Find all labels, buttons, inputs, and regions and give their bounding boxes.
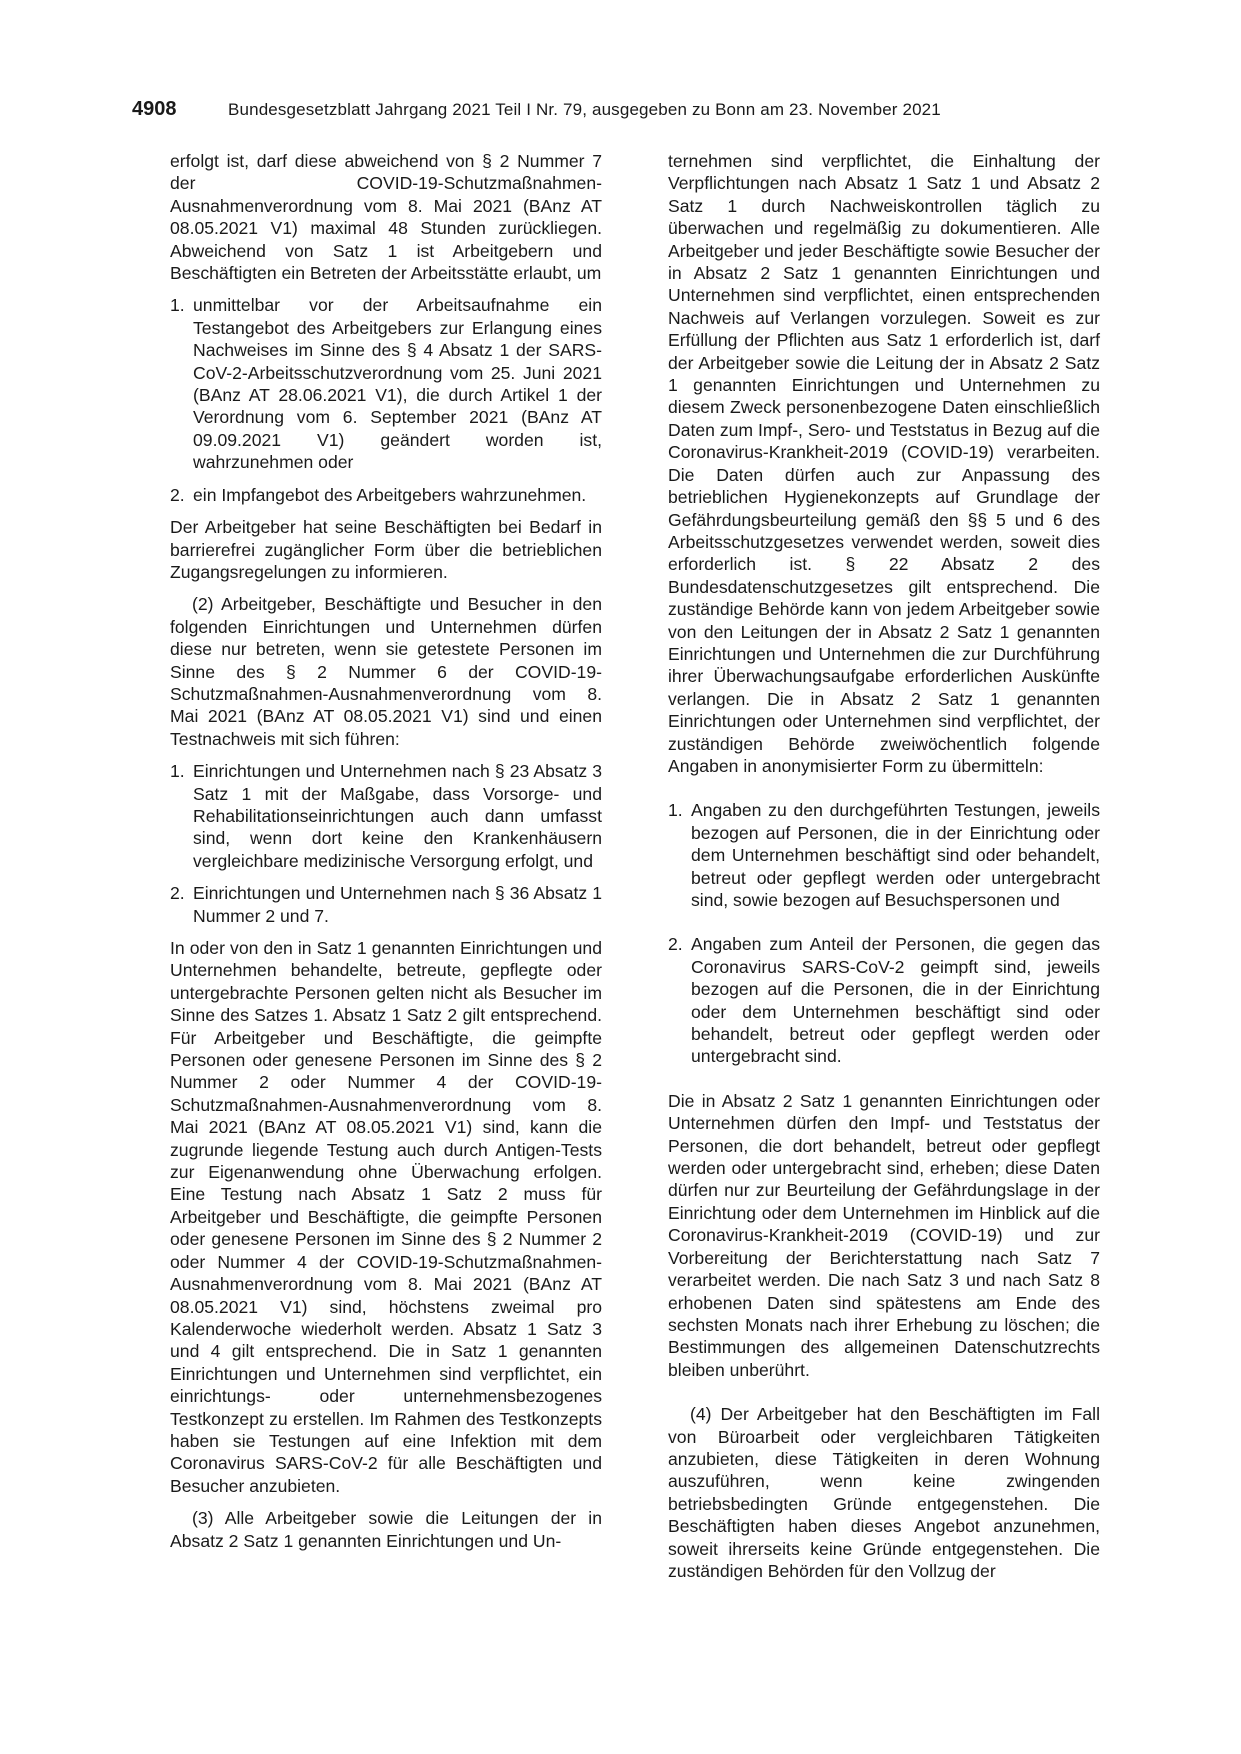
list-number: 1.	[668, 800, 683, 821]
list-number: 2.	[170, 883, 185, 904]
page-number: 4908	[132, 98, 177, 120]
list-text: unmittelbar vor der Arbeitsaufnahme ein Testangebot des Arbeitgebers zur Erlangung eines Nachweises im Sinne des § 4 Absatz 1 der SARS-CoV-2-Arbeitsschutzverordnung vom 25. Juni 2021 (BAnz AT 28.06.2021 V1), die durch Artikel 1 der Verordnung vom 6. September 2021 (BAnz AT 09.09.2021 V1) geändert worden ist, wahrzunehmen oder	[193, 295, 602, 473]
list-text: Angaben zum Anteil der Personen, die gegen das Coronavirus SARS-CoV-2 geimpft sind, jeweils bezogen auf die Personen, die in der Einrichtung oder dem Unternehmen beschäftigt sind oder behandelt, betreut oder gepflegt werden oder untergebracht sind.	[691, 934, 1100, 1067]
list-number: 2.	[170, 484, 185, 505]
list-item	[668, 933, 1100, 1067]
paragraph: In oder von den in Satz 1 genannten Einrichtungen und Unternehmen behandelte, betreute, gepflegte oder untergebrachte Personen gelten nicht als Besucher im Sinne des Satzes 1. Absatz 1 Satz 2 gilt entsprechend. Für Arbeitgeber und Beschäftigte, die geimpfte Personen oder genesene Personen im Sinne des § 2 Nummer 2 oder Nummer 4 der COVID-19-Schutzmaßnahmen-Ausnahmenverordnung vom 8. Mai 2021 (BAnz AT 08.05.2021 V1) sind, kann die zugrunde liegende Testung auch durch Antigen-Tests zur Eigenanwendung ohne Überwachung erfolgen. Eine Testung nach Absatz 1 Satz 2 muss für Arbeitgeber und Beschäftigte, die geimpfte Personen oder genesene Personen im Sinne des § 2 Nummer 2 oder Nummer 4 der COVID-19-Schutzmaßnahmen-Ausnahmenverordnung vom 8. Mai 2021 (BAnz AT 08.05.2021 V1) sind, höchstens zweimal pro Kalenderwoche wiederholt werden. Absatz 1 Satz 3 und 4 gilt entsprechend. Die in Satz 1 genannten Einrichtungen und Unternehmen sind verpflichtet, ein einrichtungs- oder unternehmensbezogenes Testkonzept zu erstellen. Im Rahmen des Testkonzepts haben sie Testungen auf eine Infektion mit dem Coronavirus SARS-CoV-2 für alle Beschäftigten und Besucher anzubieten.	[170, 938, 602, 1496]
paragraph: (2) Arbeitgeber, Beschäftigte und Besucher in den folgenden Einrichtungen und Unternehmen dürfen diese nur betreten, wenn sie getestete Personen im Sinne des § 2 Nummer 6 der COVID-19-Schutzmaßnahmen-Ausnahmenverordnung vom 8. Mai 2021 (BAnz AT 08.05.2021 V1) sind und einen Testnachweis mit sich führen:	[170, 594, 602, 749]
paragraph: (4) Der Arbeitgeber hat den Beschäftigten im Fall von Büroarbeit oder vergleichbaren Tätigkeiten anzubieten, diese Tätigkeiten in deren Wohnung auszuführen, wenn keine zwingenden betriebsbedingten Gründe entgegenstehen. Die Beschäftigten haben dieses Angebot anzunehmen, soweit ihrerseits keine Gründe entgegenstehen. Die zuständigen Behörden für den Vollzug der	[668, 1404, 1100, 1581]
list-number: 1.	[170, 761, 185, 782]
left-column	[170, 150, 602, 1562]
list-text: ein Impfangebot des Arbeitgebers wahrzunehmen.	[193, 484, 587, 505]
list-text: Angaben zu den durchgeführten Testungen, jeweils bezogen auf Personen, die in der Einrichtung oder dem Unternehmen beschäftigt sind oder behandelt, betreut oder gepflegt werden oder untergebracht sind, sowie bezogen auf Besuchspersonen und	[691, 800, 1100, 910]
paragraph: Die in Absatz 2 Satz 1 genannten Einrichtungen oder Unternehmen dürfen den Impf- und Teststatus der Personen, die dort behandelt, betreut oder gepflegt werden oder untergebracht sind, erheben; diese Daten dürfen nur zur Beurteilung der Gefährdungslage in der Einrichtung oder dem Unternehmen im Hinblick auf die Coronavirus-Krankheit-2019 (COVID-19) und zur Vorbereitung der Berichterstattung nach Satz 7 verarbeitet werden. Die nach Satz 3 und nach Satz 8 erhobenen Daten sind spätestens am Ende des sechsten Monats nach ihrer Erhebung zu löschen; die Bestimmungen des allgemeinen Datenschutzrechts bleiben unberührt.	[668, 1090, 1100, 1380]
list-item	[170, 760, 602, 872]
paragraph: Der Arbeitgeber hat seine Beschäftigten bei Bedarf in barrierefrei zugänglicher Form über die betrieblichen Zugangsregelungen zu informieren.	[170, 517, 602, 582]
list-item	[668, 799, 1100, 911]
list-item	[170, 484, 602, 506]
paragraph: ternehmen sind verpflichtet, die Einhaltung der Verpflichtungen nach Absatz 1 Satz 1 und Absatz 2 Satz 1 durch Nachweiskontrollen täglich zu überwachen und regelmäßig zu dokumentieren. Alle Arbeitgeber und jeder Beschäftigte sowie Besucher der in Absatz 2 Satz 1 genannten Einrichtungen und Unternehmen sind verpflichtet, einen entsprechenden Nachweis auf Verlangen vorzulegen. Soweit es zur Erfüllung der Pflichten aus Satz 1 erforderlich ist, darf der Arbeitgeber sowie die Leitung der in Absatz 2 Satz 1 genannten Einrichtungen und Unternehmen zu diesem Zweck personenbezogene Daten einschließlich Daten zum Impf-, Sero- und Teststatus in Bezug auf die Coronavirus-Krankheit-2019 (COVID-19) verarbeiten. Die Daten dürfen auch zur Anpassung des betrieblichen Hygienekonzepts auf Grundlage der Gefährdungsbeurteilung gemäß den §§ 5 und 6 des Arbeitsschutzgesetzes verwendet werden, soweit dies erforderlich ist. § 22 Absatz 2 des Bundesdatenschutzgesetzes gilt entsprechend. Die zuständige Behörde kann von jedem Arbeitgeber sowie von den Leitungen der in Absatz 2 Satz 1 genannten Einrichtungen und Unternehmen die zur Durchführung ihrer Überwachungsaufgabe erforderlichen Auskünfte verlangen. Die in Absatz 2 Satz 1 genannten Einrichtungen oder Unternehmen sind verpflichtet, der zuständigen Behörde zweiwöchentlich folgende Angaben in anonymisierter Form zu übermitteln:	[668, 151, 1100, 776]
list-item	[170, 294, 602, 473]
right-column	[668, 150, 1100, 1592]
running-title: Bundesgesetzblatt Jahrgang 2021 Teil I Nr. 79, ausgegeben zu Bonn am 23. November 2021	[228, 100, 941, 119]
paragraph: erfolgt ist, darf diese abweichend von § 2 Nummer 7 der COVID-19-Schutzmaßnahmen-Ausnahmenverordnung vom 8. Mai 2021 (BAnz AT 08.05.2021 V1) maximal 48 Stunden zurückliegen. Abweichend von Satz 1 ist Arbeitgebern und Beschäftigten ein Betreten der Arbeitsstätte erlaubt, um	[170, 151, 602, 284]
paragraph: (3) Alle Arbeitgeber sowie die Leitungen der in Absatz 2 Satz 1 genannten Einrichtungen und Un-	[170, 1508, 602, 1551]
list-text: Einrichtungen und Unternehmen nach § 36 Absatz 1 Nummer 2 und 7.	[193, 883, 602, 926]
page-header	[132, 98, 1092, 128]
list-text: Einrichtungen und Unternehmen nach § 23 Absatz 3 Satz 1 mit der Maßgabe, dass Vorsorge- und Rehabilitationseinrichtungen auch dann umfasst sind, wenn dort keine den Krankenhäusern vergleichbare medizinische Versorgung erfolgt, und	[193, 761, 602, 871]
list-number: 1.	[170, 295, 185, 316]
list-number: 2.	[668, 934, 683, 955]
list-item	[170, 882, 602, 927]
